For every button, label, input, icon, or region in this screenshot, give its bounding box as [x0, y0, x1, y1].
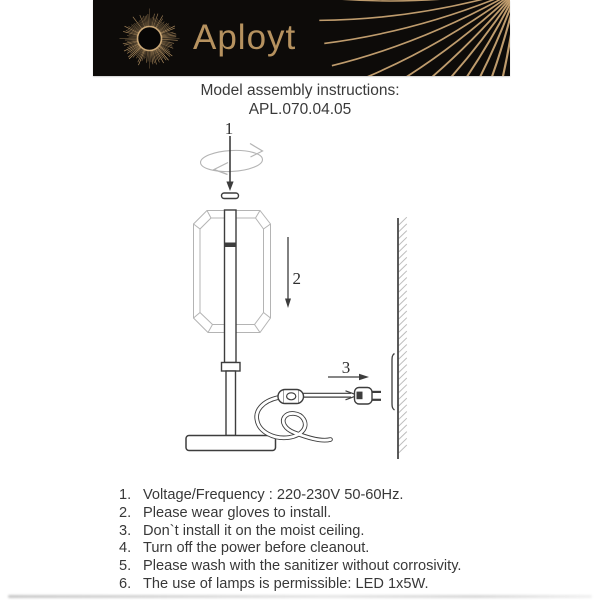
brand-wordmark: Aployt [193, 18, 297, 57]
list-item-text: Voltage/Frequency : 220-230V 50-60Hz. [143, 487, 404, 503]
list-item-text: Please wash with the sanitizer without corrosivity. [143, 558, 462, 575]
finial-disc [222, 193, 239, 199]
page-title: Model assembly instructions: [200, 82, 400, 99]
step3-direction [328, 358, 369, 380]
list-item-text: Don`t install it on the moist ceiling. [143, 522, 365, 539]
wall [392, 217, 407, 459]
instruction-list [0, 487, 600, 594]
list-item-text: Please wear gloves to install. [143, 504, 332, 521]
step3-arrowhead [359, 374, 369, 380]
model-number: APL.070.04.05 [248, 101, 352, 118]
rotation-arrow-icon [200, 149, 263, 173]
wall-socket-plate [392, 354, 395, 411]
lamp-pole-upper [225, 210, 237, 363]
step1-label: 1 [224, 119, 234, 138]
list-item-number: 5. [119, 558, 132, 575]
lamp-base [186, 436, 276, 451]
list-item [0, 487, 600, 505]
list-item [0, 558, 600, 576]
list-item [0, 505, 600, 523]
rotation-arrowhead-left [214, 163, 228, 175]
list-item-number: 2. [119, 504, 132, 521]
list-item-text: The use of lamps is permissible: LED 1x5W. [143, 575, 429, 592]
scan-artifact [8, 595, 592, 598]
list-item-number: 3. [119, 522, 132, 539]
step2-label: 2 [292, 269, 301, 288]
step1-arrowhead [226, 182, 233, 192]
rotation-arrowhead-right [250, 144, 263, 158]
switch-button [287, 393, 296, 400]
lamp-pole-lower [226, 371, 236, 436]
list-item-text: Turn off the power before cleanout. [143, 540, 370, 557]
list-item-number: 1. [119, 487, 132, 503]
step2-dimension [285, 237, 301, 308]
pole-socket-band [225, 243, 236, 248]
step1-assembly [200, 119, 263, 199]
step2-arrowhead [285, 299, 291, 309]
power-cord-assembly [257, 388, 381, 441]
list-item-number: 6. [119, 575, 132, 592]
list-item [0, 523, 600, 541]
list-item [0, 540, 600, 558]
list-item [0, 576, 600, 594]
pole-collar [222, 363, 241, 372]
plug-detail [357, 392, 363, 400]
list-item-number: 4. [119, 540, 132, 557]
wall-hatching [399, 217, 407, 453]
step3-label: 3 [341, 358, 351, 377]
